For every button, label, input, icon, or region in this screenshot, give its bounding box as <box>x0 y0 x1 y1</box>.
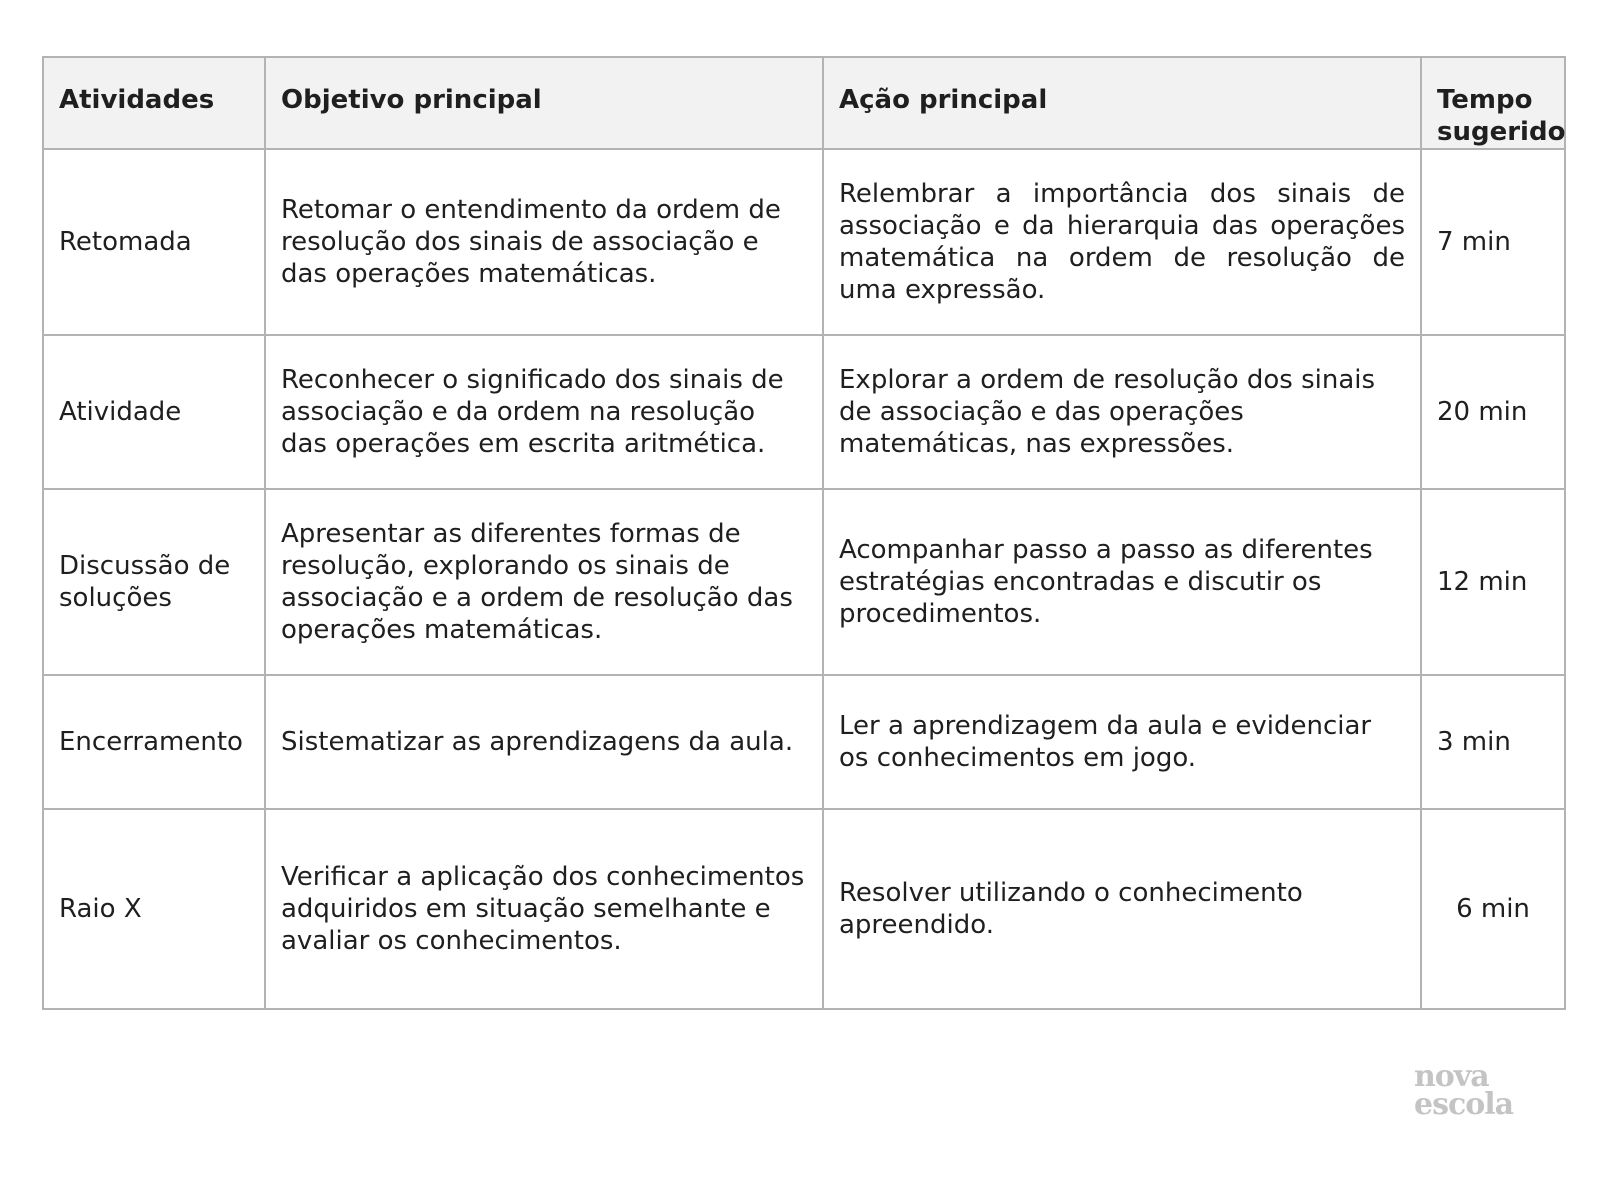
table-row <box>43 809 1565 1009</box>
logo-line-1: nova <box>1414 1059 1489 1094</box>
cell-objetivo: Sistematizar as aprendizagens da aula. <box>265 675 823 809</box>
lesson-plan-table <box>42 56 1566 1010</box>
cell-objetivo: Apresentar as diferentes formas de resolução, explorando os sinais de associação e a ordem de resolução das operações matemáticas. <box>265 489 823 675</box>
cell-tempo: 6 min <box>1421 809 1565 1009</box>
header-tempo: Tempo sugerido <box>1421 57 1565 149</box>
cell-atividade: Raio X <box>43 809 265 1009</box>
cell-tempo: 12 min <box>1421 489 1565 675</box>
table-row <box>43 335 1565 489</box>
table-row <box>43 149 1565 335</box>
cell-objetivo: Retomar o entendimento da ordem de resolução dos sinais de associação e das operações matemáticas. <box>265 149 823 335</box>
cell-acao: Acompanhar passo a passo as diferentes estratégias encontradas e discutir os procedimentos. <box>823 489 1421 675</box>
header-atividades: Atividades <box>43 57 265 149</box>
nova-escola-logo <box>1414 1059 1534 1122</box>
table-row <box>43 489 1565 675</box>
cell-acao: Explorar a ordem de resolução dos sinais de associação e das operações matemáticas, nas expressões. <box>823 335 1421 489</box>
cell-atividade: Atividade <box>43 335 265 489</box>
header-objetivo: Objetivo principal <box>265 57 823 149</box>
logo-line-2: escola <box>1414 1087 1514 1122</box>
cell-acao: Resolver utilizando o conhecimento apreendido. <box>823 809 1421 1009</box>
cell-objetivo: Reconhecer o significado dos sinais de associação e da ordem na resolução das operações em escrita aritmética. <box>265 335 823 489</box>
cell-tempo: 20 min <box>1421 335 1565 489</box>
cell-tempo: 3 min <box>1421 675 1565 809</box>
table-header-row <box>43 57 1565 149</box>
cell-acao: Relembrar a importância dos sinais de associação e da hierarquia das operações matemática na ordem de resolução de uma expressão. <box>823 149 1421 335</box>
table-row <box>43 675 1565 809</box>
header-acao: Ação principal <box>823 57 1421 149</box>
cell-tempo: 7 min <box>1421 149 1565 335</box>
cell-atividade: Discussão de soluções <box>43 489 265 675</box>
cell-objetivo: Verificar a aplicação dos conhecimentos adquiridos em situação semelhante e avaliar os conhecimentos. <box>265 809 823 1009</box>
cell-acao: Ler a aprendizagem da aula e evidenciar os conhecimentos em jogo. <box>823 675 1421 809</box>
cell-atividade: Retomada <box>43 149 265 335</box>
cell-atividade: Encerramento <box>43 675 265 809</box>
